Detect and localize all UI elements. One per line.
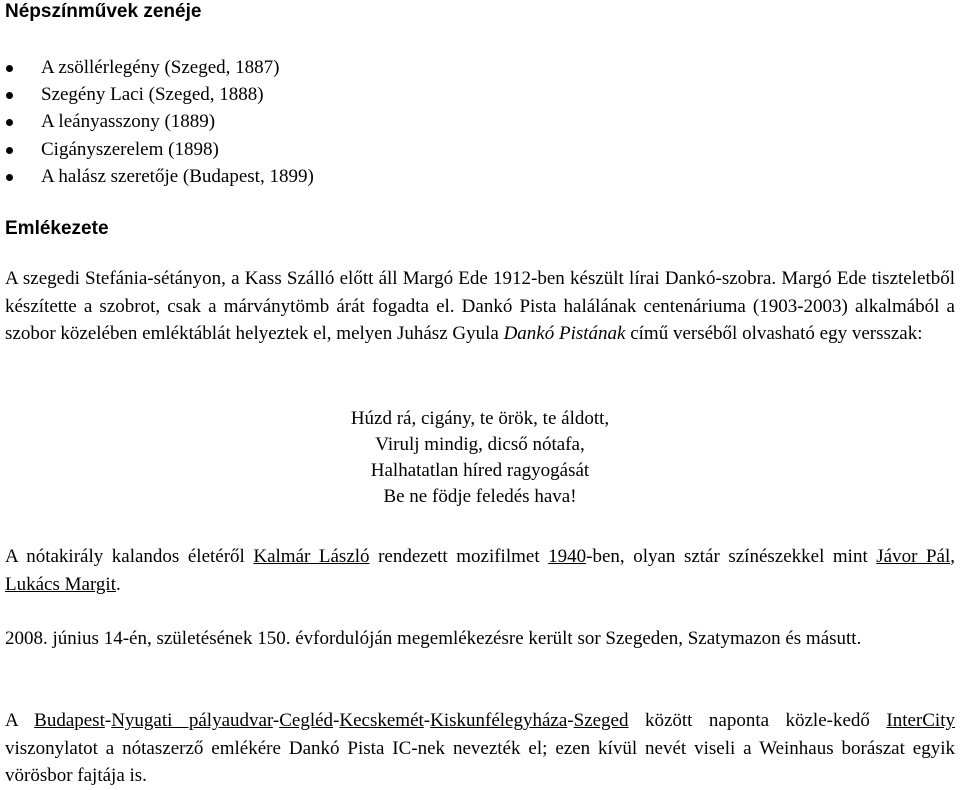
- text-span: .: [116, 573, 121, 595]
- text-span: ,: [950, 546, 956, 567]
- poem-line: Húzd rá, cigány, te örök, te áldott,: [350, 408, 610, 429]
- works-list: [5, 54, 605, 190]
- text-span: rendezett mozifilmet: [369, 546, 549, 567]
- italic-title: Dankó Pistának: [503, 323, 626, 344]
- text-span: viszonylatot a nótaszerző emlékére Dankó Pista IC-nek nevezték el; ezen kívül nevét viseli a Weinhaus borászat egyik vörösbor fajtája is.: [5, 737, 955, 786]
- link-lukacs-margit[interactable]: Lukács Margit: [5, 573, 116, 595]
- poem-stanza: [5, 406, 955, 510]
- separator: -: [104, 710, 112, 731]
- separator: -: [272, 710, 280, 731]
- text-span: A nótakirály kalandos életéről: [5, 546, 254, 567]
- heading-memory: Emlékezete: [5, 218, 109, 239]
- paragraph-anniversary: 2008. június 14-én, születésének 150. évfordulóján megemlékezésre került sor Szegeden, Szatymazon és másutt.: [5, 628, 862, 649]
- link-cegled[interactable]: Cegléd: [279, 710, 334, 731]
- list-item: Szegény Laci (Szeged, 1888): [5, 81, 605, 108]
- paragraph-statue: [5, 265, 955, 348]
- link-intercity[interactable]: InterCity: [886, 710, 955, 731]
- separator: -: [333, 710, 340, 731]
- link-1940[interactable]: 1940: [548, 546, 587, 567]
- link-nyugati-palyaudvar[interactable]: Nyugati pályaudvar: [111, 710, 273, 731]
- link-budapest[interactable]: Budapest: [34, 710, 105, 731]
- link-kalmar-laszlo[interactable]: Kalmár László: [253, 546, 370, 567]
- poem-line: Virulj mindig, dicső nótafa,: [375, 434, 585, 455]
- link-javor-pal[interactable]: Jávor Pál: [876, 546, 951, 567]
- text-span: című verséből olvasható egy versszak:: [625, 323, 923, 344]
- link-kecskemet[interactable]: Kecskemét: [339, 710, 424, 731]
- list-item: Cigányszerelem (1898): [5, 136, 605, 163]
- heading-works: Népszínművek zenéje: [5, 1, 202, 22]
- poem-line: Halhatatlan híred ragyogását: [370, 460, 590, 481]
- separator: -: [423, 710, 431, 731]
- paragraph-intercity: [5, 707, 955, 790]
- text-span: A: [5, 710, 35, 731]
- text-span: között naponta közle-kedő: [628, 710, 887, 731]
- link-kiskunfelegyhaza[interactable]: Kiskunfélegyháza: [430, 710, 568, 731]
- text-span: -ben, olyan sztár színészekkel mint: [586, 546, 877, 567]
- list-item: A leányasszony (1889): [5, 108, 605, 135]
- separator: -: [567, 710, 574, 731]
- list-item: A halász szeretője (Budapest, 1899): [5, 163, 605, 190]
- paragraph-film: [5, 543, 955, 598]
- text-span: A szegedi Stefánia-sétányon, a Kass Szálló előtt áll Margó Ede 1912-ben készült lírai Dankó-szobra. Margó Ede tiszteletből készítette a szobrot, csak a márványtömb árát fogadta el. Dankó Pista halálának centenáriuma (1903-2003) alkalmából a szobor közelében emléktáblát helyeztek el, melyen Juhász Gyula: [5, 268, 955, 344]
- link-szeged[interactable]: Szeged: [573, 710, 629, 731]
- poem-line: Be ne födje feledés hava!: [383, 486, 577, 507]
- list-item: A zsöllérlegény (Szeged, 1887): [5, 54, 605, 81]
